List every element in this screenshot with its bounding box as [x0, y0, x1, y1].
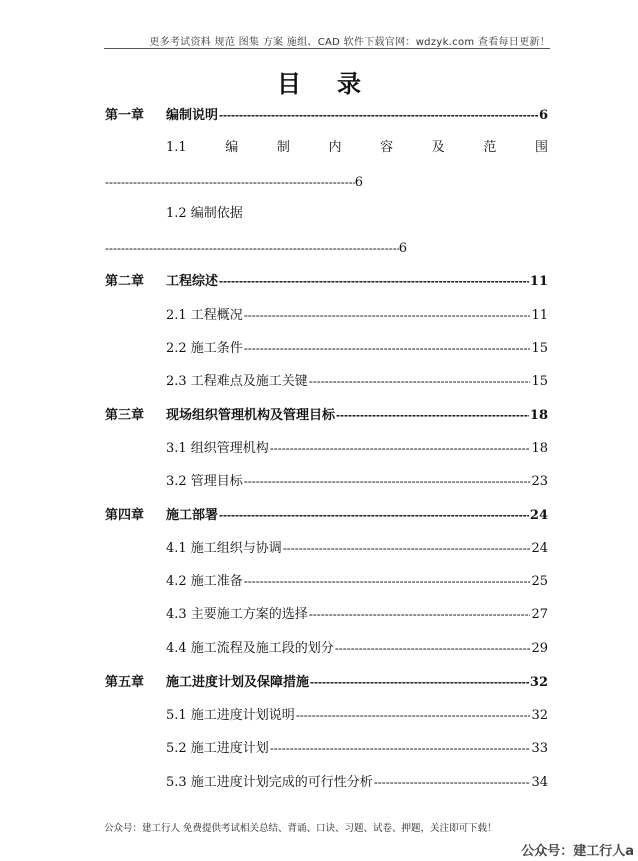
section-title: 5.3 施工进度计划完成的可行性分析 [166, 775, 373, 790]
dot-leader [374, 772, 531, 792]
toc-chapter-1[interactable] [105, 105, 548, 125]
toc-section-1-1[interactable] [166, 138, 548, 158]
dot-leader [244, 471, 531, 491]
chapter-title: 编制说明 [166, 108, 219, 123]
toc-chapter-2[interactable] [105, 271, 548, 291]
dot-leader [283, 538, 531, 558]
dot-leader [309, 604, 531, 624]
toc-chapter-3[interactable] [105, 405, 548, 425]
section-title: 4.4 施工流程及施工段的划分 [166, 641, 334, 656]
chapter-label: 第四章 [105, 508, 145, 523]
section-char: 容 [380, 140, 394, 155]
header-divider [104, 48, 550, 49]
page-number: 6 [398, 241, 407, 256]
page-number: 15 [531, 341, 548, 356]
page-number: 18 [529, 408, 548, 423]
toc-section-4-1[interactable] [166, 538, 548, 558]
toc-section-2-1[interactable] [166, 305, 548, 325]
toc-chapter-4[interactable] [105, 505, 548, 525]
page-number: 24 [529, 508, 548, 523]
page-number: 11 [529, 274, 548, 289]
section-char: 围 [534, 140, 548, 155]
page-number: 6 [354, 175, 363, 190]
chapter-label: 第二章 [105, 274, 145, 289]
dot-leader [244, 571, 531, 591]
chapter-label: 第五章 [105, 675, 145, 690]
dot-leader [296, 705, 531, 725]
dot-leader [219, 105, 538, 125]
page-number: 29 [531, 641, 548, 656]
section-title: 2.3 工程难点及施工关键 [166, 374, 308, 389]
page-number: 25 [531, 574, 548, 589]
toc-section-1-1-leader [105, 172, 363, 192]
toc-section-4-4[interactable] [166, 638, 548, 658]
page-number: 15 [531, 374, 548, 389]
toc-section-3-1[interactable] [166, 438, 548, 458]
page-number: 34 [531, 775, 548, 790]
toc-section-1-2[interactable] [166, 204, 243, 224]
chapter-title: 施工部署 [166, 508, 219, 523]
toc-section-5-3[interactable] [166, 772, 548, 792]
dot-leader [336, 405, 529, 425]
dot-leader [310, 672, 529, 692]
page-number: 27 [531, 607, 548, 622]
dot-leader [219, 271, 529, 291]
toc-section-4-2[interactable] [166, 571, 548, 591]
toc-section-1-2-leader [105, 238, 407, 258]
page-number: 32 [529, 675, 548, 690]
dot-leader [270, 738, 531, 758]
chapter-label: 第一章 [105, 108, 145, 123]
page-number: 24 [531, 541, 548, 556]
dot-leader [219, 505, 529, 525]
section-number: 1.1 [166, 140, 187, 155]
toc-section-2-3[interactable] [166, 371, 548, 391]
dot-leader [270, 438, 531, 458]
chapter-title: 施工进度计划及保障措施 [166, 675, 310, 690]
toc-chapter-5[interactable] [105, 672, 548, 692]
section-char: 及 [431, 140, 445, 155]
section-title: 1.2 编制依据 [166, 206, 243, 221]
page-number: 18 [531, 441, 548, 456]
page-number: 33 [531, 741, 548, 756]
section-title: 5.1 施工进度计划说明 [166, 708, 295, 723]
toc-section-2-2[interactable] [166, 338, 548, 358]
toc-section-3-2[interactable] [166, 471, 548, 491]
page-number: 23 [531, 474, 548, 489]
section-title: 3.2 管理目标 [166, 474, 243, 489]
section-char: 制 [276, 140, 290, 155]
section-char: 内 [328, 140, 342, 155]
page-header: 更多考试资料 规范 图集 方案 施组、CAD 软件下载官网：wdzyk.com 查看每日更新！ [149, 37, 550, 48]
page-footer: 公众号：建工行人 免费提供考试相关总结、背诵、口诀、习题、试卷、押题，关注即可下载！ [104, 823, 497, 834]
dot-leader [105, 172, 355, 192]
toc-section-4-3[interactable] [166, 604, 548, 624]
section-char: 范 [483, 140, 497, 155]
page-number: 32 [531, 708, 548, 723]
page-number: 11 [531, 308, 548, 323]
toc-section-5-2[interactable] [166, 738, 548, 758]
dot-leader [335, 638, 531, 658]
section-title: 4.3 主要施工方案的选择 [166, 607, 308, 622]
dot-leader [309, 371, 531, 391]
dot-leader [244, 338, 531, 358]
section-title: 5.2 施工进度计划 [166, 741, 269, 756]
chapter-title: 工程综述 [166, 274, 219, 289]
section-title: 2.2 施工条件 [166, 341, 243, 356]
section-title: 3.1 组织管理机构 [166, 441, 269, 456]
section-title: 4.1 施工组织与协调 [166, 541, 282, 556]
toc-section-5-1[interactable] [166, 705, 548, 725]
page-number: 6 [538, 108, 548, 123]
page-title: 目录 [277, 69, 397, 98]
watermark: 公众号：建工行人a [521, 844, 634, 859]
section-title: 2.1 工程概况 [166, 308, 243, 323]
dot-leader [244, 305, 531, 325]
section-title: 4.2 施工准备 [166, 574, 243, 589]
chapter-title: 现场组织管理机构及管理目标 [166, 408, 336, 423]
chapter-label: 第三章 [105, 408, 145, 423]
section-char: 编 [225, 140, 239, 155]
dot-leader [105, 238, 399, 258]
